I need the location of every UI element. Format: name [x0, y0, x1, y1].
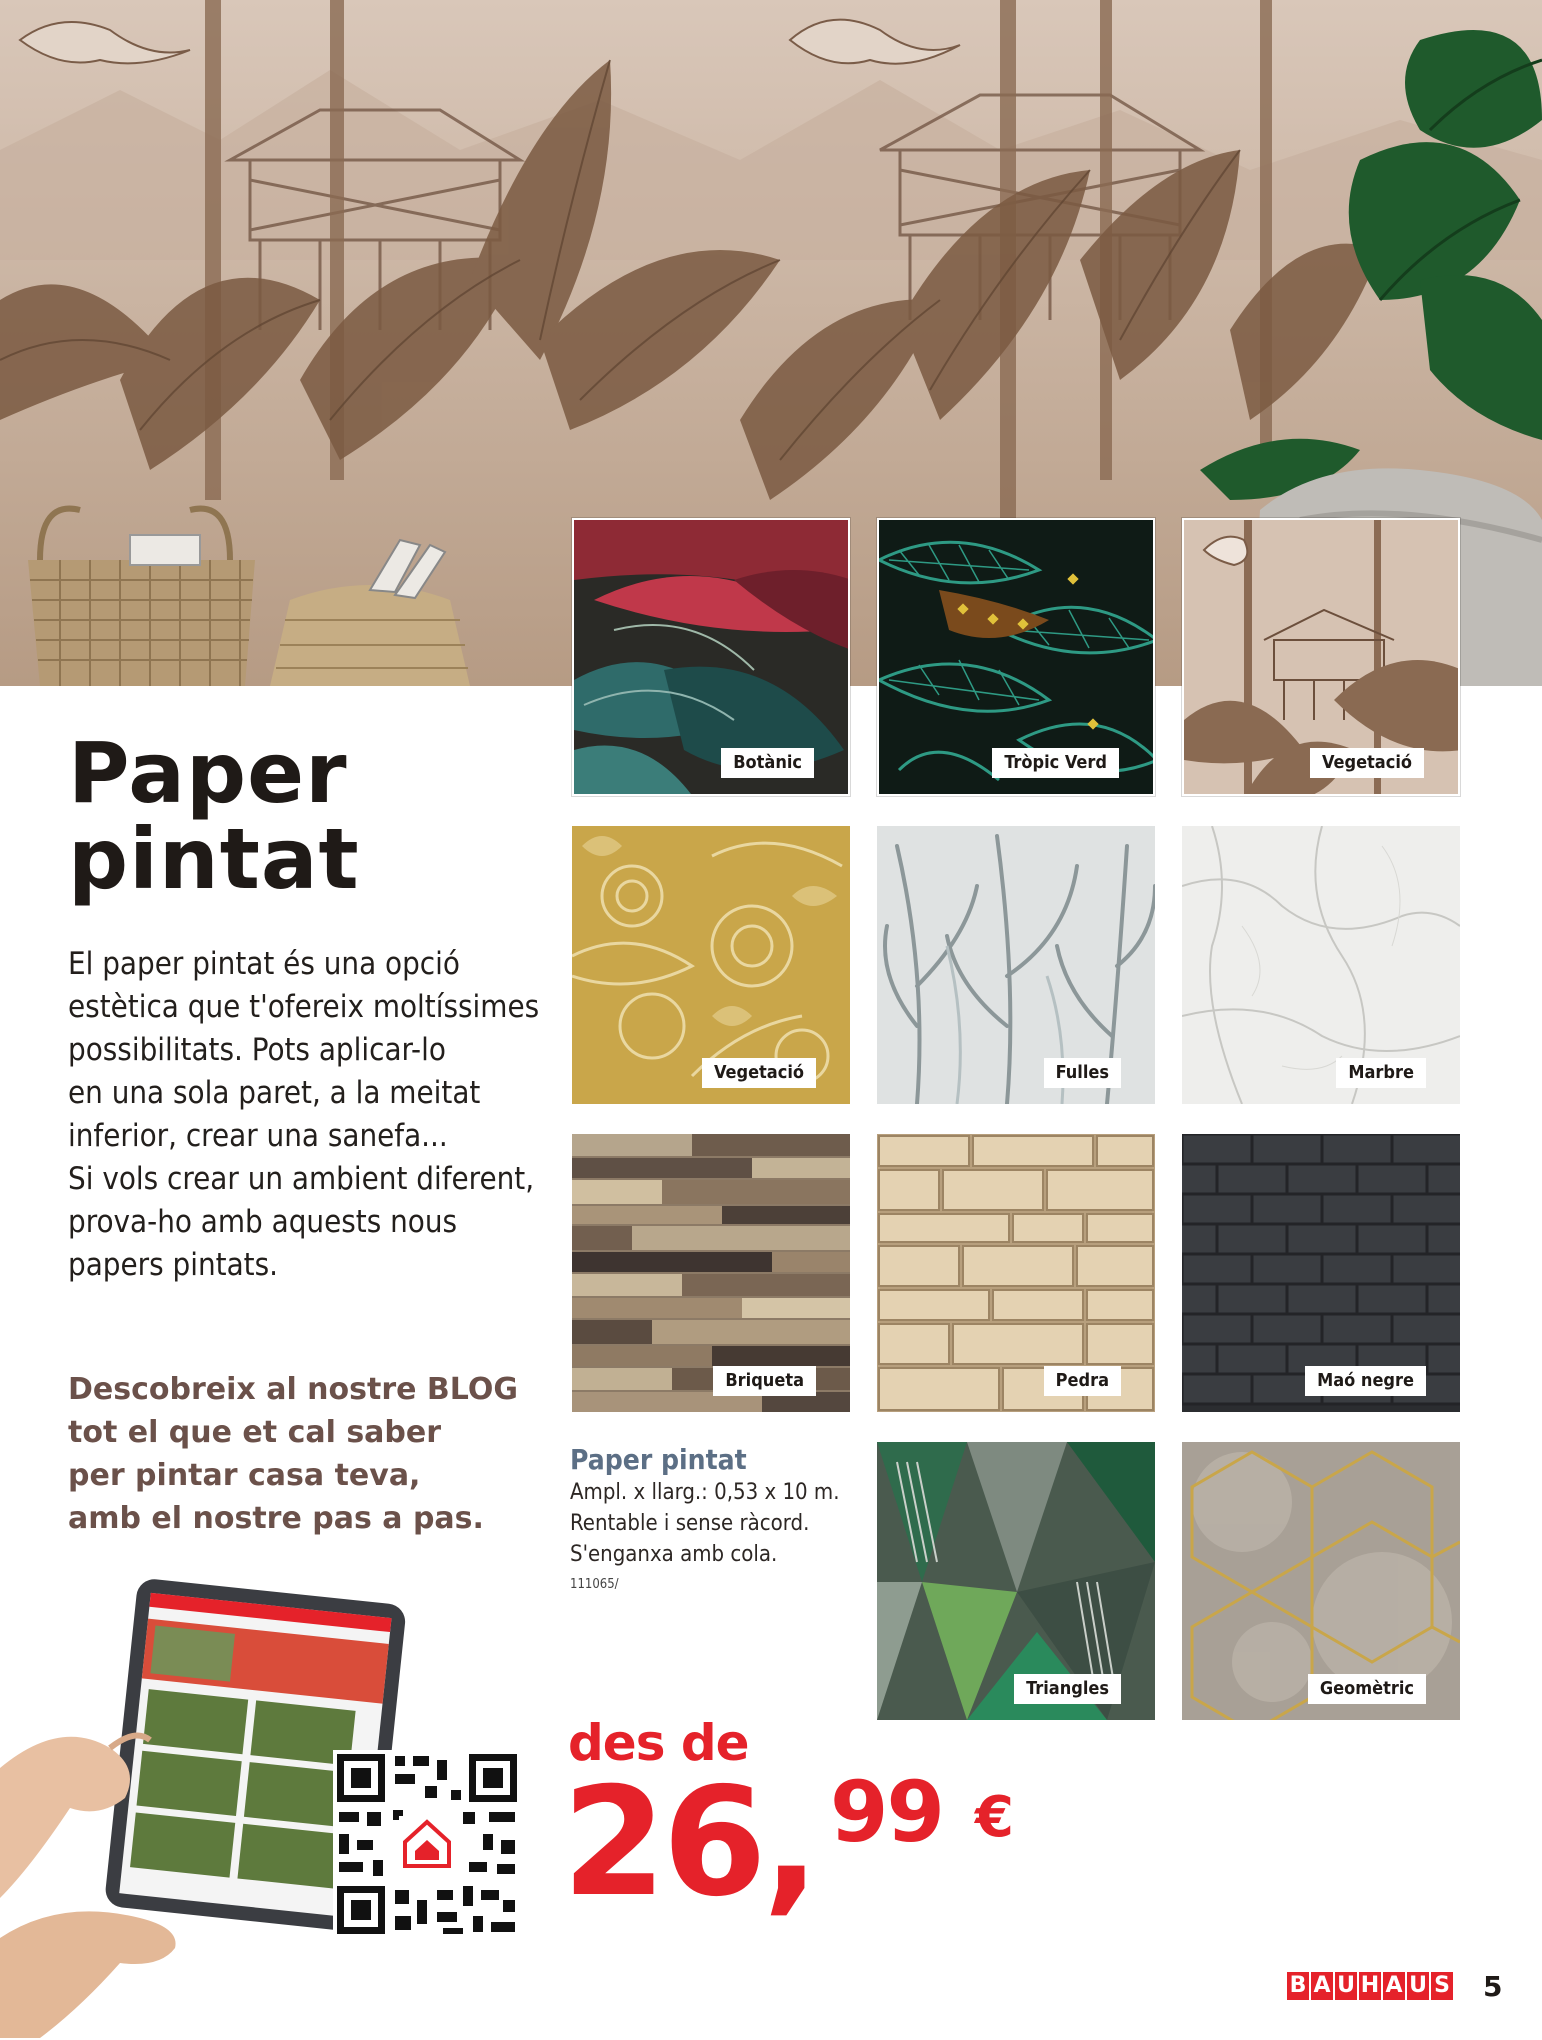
swatch-label: Triangles	[1014, 1674, 1121, 1704]
page-number: 5	[1483, 1970, 1503, 2003]
logo-letter: A	[1311, 1972, 1333, 2000]
logo-letter: B	[1287, 1972, 1309, 2000]
swatch-label: Pedra	[1044, 1366, 1121, 1396]
price-euros: 26,	[562, 1756, 816, 1930]
blog-callout	[68, 1368, 518, 1540]
swatch-tile-vegetacio-sepia[interactable]	[1182, 518, 1460, 796]
bauhaus-logo	[1287, 1972, 1455, 2000]
swatch-label: Vegetació	[1310, 748, 1424, 778]
swatch-tile-geometric[interactable]	[1182, 1442, 1460, 1720]
qr-code-image[interactable]	[333, 1750, 521, 1938]
intro-line: possibilitats. Pots aplicar-lo	[68, 1032, 446, 1068]
product-title: Paper pintat	[570, 1443, 747, 1476]
product-feature: Rentable i sense ràcord.	[570, 1511, 810, 1536]
swatch-tile-marbre[interactable]	[1182, 826, 1460, 1104]
intro-line: El paper pintat és una opció	[68, 946, 460, 982]
swatch-label: Maó negre	[1305, 1366, 1426, 1396]
logo-letter: S	[1431, 1972, 1453, 2000]
blog-line: Descobreix al nostre BLOG	[68, 1372, 518, 1407]
intro-line: Si vols crear un ambient diferent,	[68, 1161, 535, 1197]
swatch-tile-triangles[interactable]	[877, 1442, 1155, 1720]
logo-letter: U	[1407, 1972, 1429, 2000]
swatch-tile-mao-negre[interactable]	[1182, 1134, 1460, 1412]
price-from-label: des de	[568, 1714, 749, 1772]
blog-line: per pintar casa teva,	[68, 1458, 421, 1493]
logo-letter: A	[1383, 1972, 1405, 2000]
intro-line: papers pintats.	[68, 1247, 278, 1283]
product-dimensions: Ampl. x llarg.: 0,53 x 10 m.	[570, 1480, 840, 1505]
product-application: S'enganxa amb cola.	[570, 1542, 778, 1567]
title-line-2: pintat	[68, 810, 360, 908]
intro-paragraph	[68, 943, 538, 1287]
price-currency: €	[975, 1785, 1014, 1850]
logo-letter: H	[1360, 1973, 1380, 1998]
swatch-label: Tròpic Verd	[992, 748, 1119, 778]
logo-letter: U	[1335, 1972, 1357, 2000]
swatch-tile-vegetacio-ochre[interactable]	[572, 826, 850, 1104]
swatch-label: Vegetació	[702, 1058, 816, 1088]
swatch-tile-briqueta[interactable]	[572, 1134, 850, 1412]
intro-line: inferior, crear una sanefa...	[68, 1118, 448, 1154]
swatch-label: Marbre	[1336, 1058, 1426, 1088]
intro-line: estètica que t'ofereix moltíssimes	[68, 989, 540, 1025]
intro-line: prova-ho amb aquests nous	[68, 1204, 458, 1240]
price-cents: 99	[830, 1763, 943, 1861]
intro-line: en una sola paret, a la meitat	[68, 1075, 481, 1111]
product-info	[570, 1443, 840, 1600]
blog-line: tot el que et cal saber	[68, 1415, 442, 1450]
product-code: 111065/	[570, 1577, 619, 1592]
swatch-tile-fulles[interactable]	[877, 826, 1155, 1104]
swatch-tile-tropic-verd[interactable]	[877, 518, 1155, 796]
swatch-tile-pedra[interactable]	[877, 1134, 1155, 1412]
blog-line: amb el nostre pas a pas.	[68, 1501, 484, 1536]
swatch-label: Fulles	[1044, 1058, 1121, 1088]
swatch-tile-botanic[interactable]	[572, 518, 850, 796]
swatch-label: Botànic	[721, 748, 814, 778]
page-title	[68, 724, 360, 908]
swatch-label: Geomètric	[1308, 1674, 1426, 1704]
swatch-label: Briqueta	[713, 1366, 816, 1396]
title-line-1: Paper	[68, 724, 348, 822]
